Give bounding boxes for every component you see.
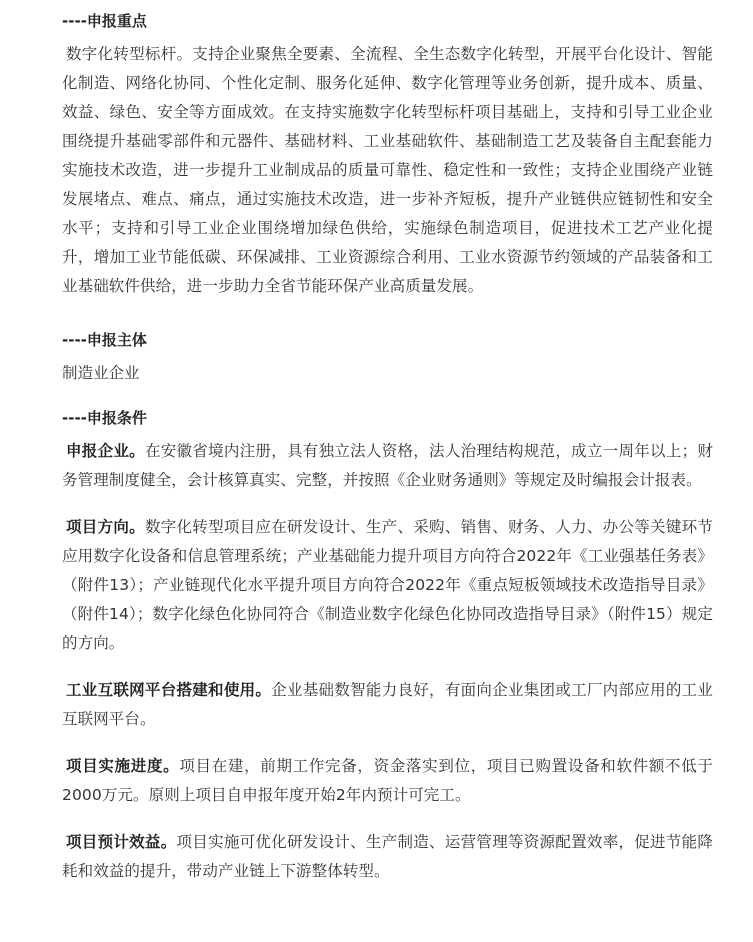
condition-text: 项目实施可优化研发设计、生产制造、运营管理等资源配置效率，促进节能降耗和效益的提升，带动产业链上下游整体转型。 [62, 833, 713, 880]
section-heading-focus: ----申报重点 [62, 12, 147, 30]
condition-item-progress [62, 752, 713, 810]
condition-lead: 项目实施进度。 [66, 757, 180, 775]
condition-lead: 工业互联网平台搭建和使用。 [66, 681, 272, 699]
section-heading-subject: ----申报主体 [62, 331, 147, 349]
section-heading-conditions: ----申报条件 [62, 409, 147, 427]
condition-text: 项目在建，前期工作完备，资金落实到位，项目已购置设备和软件额不低于2000万元。原则上项目自申报年度开始2年内预计可完工。 [62, 757, 713, 804]
condition-item-direction [62, 513, 713, 658]
condition-lead: 申报企业。 [66, 442, 145, 460]
condition-text: 数字化转型项目应在研发设计、生产、采购、销售、财务、人力、办公等关键环节应用数字化设备和信息管理系统；产业基础能力提升项目方向符合2022年《工业强基任务表》（附件13）；产业链现代化水平提升项目方向符合2022年《重点短板领域技术改造指导目录》（附件14）；数字化绿色化协同符合《制造业数字化绿色化协同改造指导目录》（附件15）规定的方向。 [62, 518, 713, 652]
focus-paragraph: 数字化转型标杆。支持企业聚焦全要素、全流程、全生态数字化转型，开展平台化设计、智能化制造、网络化协同、个性化定制、服务化延伸、数字化管理等业务创新，提升成本、质量、效益、绿色、安全等方面成效。在支持实施数字化转型标杆项目基础上，支持和引导工业企业围绕提升基础零部件和元器件、基础材料、工业基础软件、基础制造工艺及装备自主配套能力实施技术改造，进一步提升工业制成品的质量可靠性、稳定性和一致性；支持企业围绕产业链发展堵点、难点、痛点，通过实施技术改造，进一步补齐短板，提升产业链供应链韧性和安全水平；支持和引导工业企业围绕增加绿色供给，实施绿色制造项目，促进技术工艺产业化提升，增加工业节能低碳、环保减排、工业资源综合利用、工业水资源节约领域的产品装备和工业基础软件供给，进一步助力全省节能环保产业高质量发展。 [62, 45, 713, 295]
condition-text: 在安徽省境内注册，具有独立法人资格，法人治理结构规范，成立一周年以上；财务管理制度健全，会计核算真实、完整，并按照《企业财务通则》等规定及时编报会计报表。 [62, 442, 713, 489]
condition-lead: 项目预计效益。 [66, 833, 177, 851]
condition-item-benefit [62, 828, 713, 886]
subject-text: 制造业企业 [62, 364, 140, 382]
condition-text: 企业基础数智能力良好，有面向企业集团或工厂内部应用的工业互联网平台。 [62, 681, 713, 728]
condition-item-platform [62, 676, 713, 734]
condition-item-enterprise [62, 437, 713, 495]
condition-lead: 项目方向。 [66, 518, 145, 536]
